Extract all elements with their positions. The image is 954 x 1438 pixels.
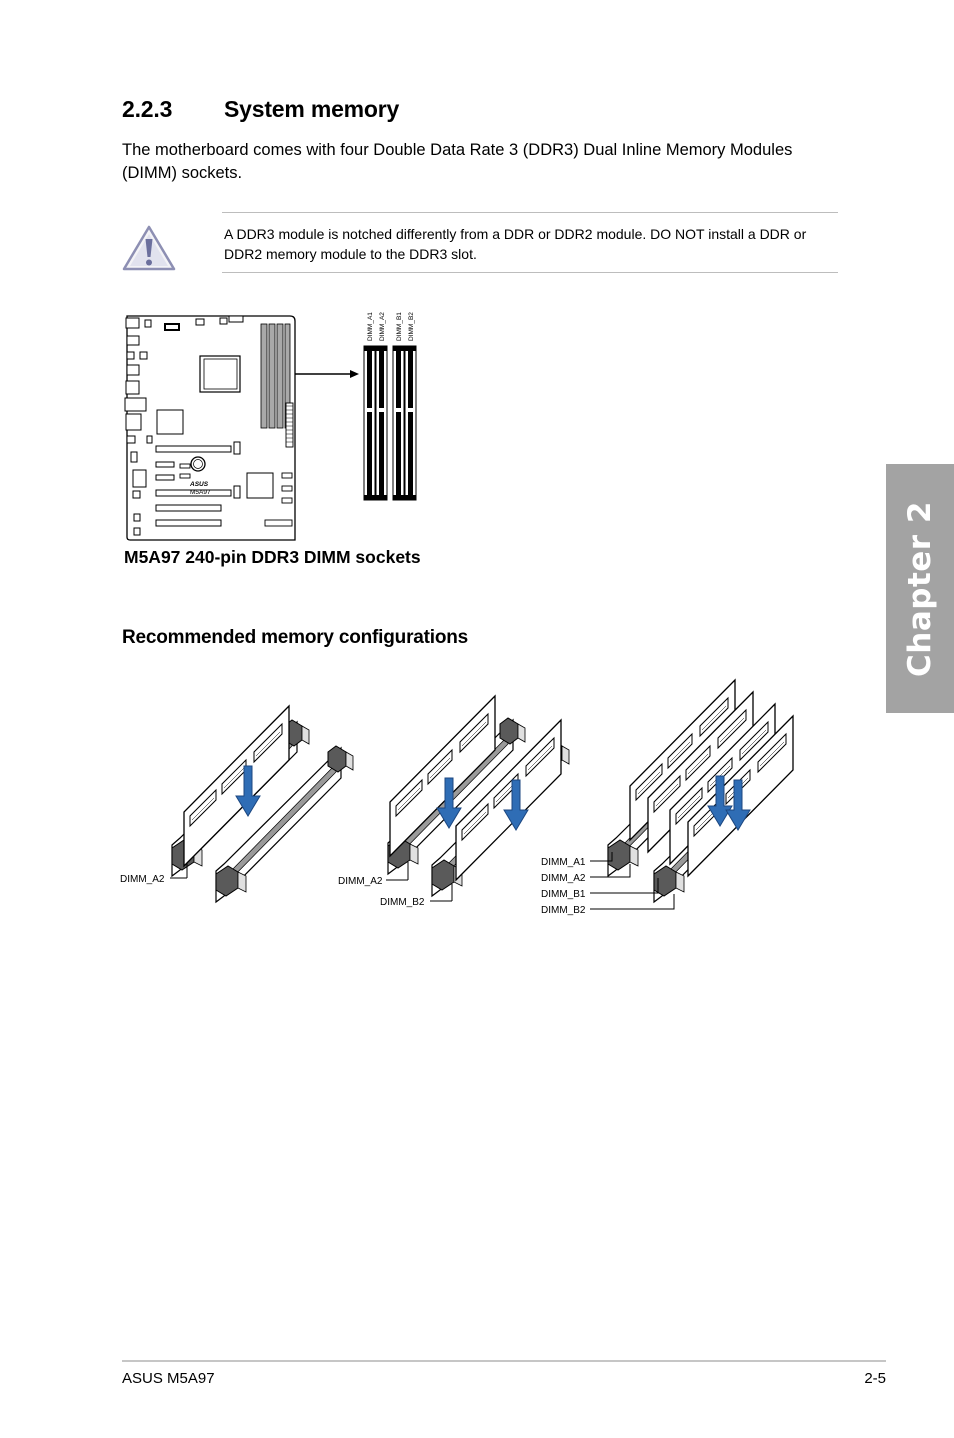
config3-label-b1: DIMM_B1 [541,889,586,900]
footer-product-name: ASUS M5A97 [122,1370,215,1387]
slot-label-b1: DIMM_B1 [396,312,403,341]
config1-label-a2: DIMM_A2 [120,874,165,885]
board-logo: ASUS [190,481,209,488]
warning-triangle-icon [122,224,176,272]
config2-label-a2: DIMM_A2 [338,876,383,887]
board-label: M5A97 [190,489,211,496]
slot-label-a2: DIMM_A2 [379,312,386,341]
config3-label-a1: DIMM_A1 [541,857,586,868]
config-four-modules [608,680,793,902]
config-one-module [172,706,353,902]
chapter-tab [886,464,954,713]
footer-page-number: 2-5 [864,1370,886,1387]
motherboard-dimm-diagram [118,298,428,548]
intro-paragraph: The motherboard comes with four Double Data Rate 3 (DDR3) Dual Inline Memory Modules (DIMM) sockets. [122,141,793,182]
diagram-caption: M5A97 240-pin DDR3 DIMM sockets [124,547,421,567]
enlarged-dimm-sockets [364,346,416,500]
section-title [122,96,399,123]
section-number: 2.2.3 [122,96,173,122]
config3-label-a2: DIMM_A2 [541,873,586,884]
recommended-heading: Recommended memory configurations [122,627,469,648]
warning-note [122,212,838,272]
warning-rule-top [222,212,838,213]
chapter-tab-label: Chapter 2 [902,500,938,677]
footer-rule [122,1360,886,1362]
config2-label-b2: DIMM_B2 [380,897,425,908]
warning-rule-bottom [222,272,838,273]
section-title-text: System memory [224,96,400,122]
memory-config-diagram [112,668,812,928]
slot-label-b2: DIMM_B2 [408,312,415,341]
config3-label-b2: DIMM_B2 [541,905,586,916]
slot-label-a1: DIMM_A1 [367,312,374,341]
warning-text: A DDR3 module is notched differently from a DDR or DDR2 module. DO NOT install a DDR or DDR2 memory module to the DDR3 slot. [224,226,807,262]
